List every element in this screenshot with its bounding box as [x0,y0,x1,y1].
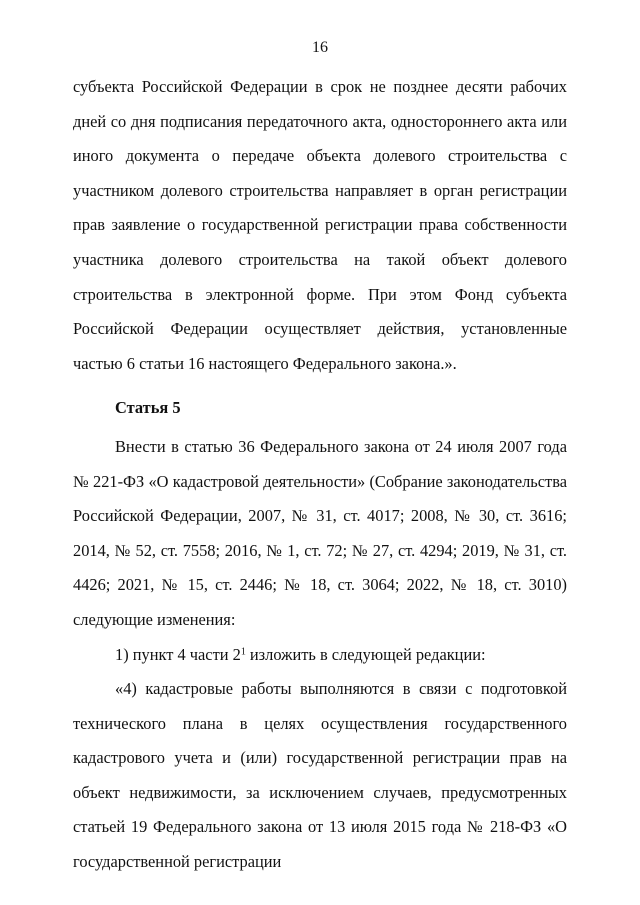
paragraph-continuation: субъекта Российской Федерации в срок не позднее десяти рабочих дней со дня подписания передаточного акта, одностороннего акта или иного документа о передаче объекта долевого строительства с участником долевого строительства направляет в орган регистрации прав заявление о государственной регистрации права собственности участника долевого строительства на такой объект долевого строительства в электронной форме. При этом Фонд субъекта Российской Федерации осуществляет действия, установленные частью 6 статьи 16 настоящего Федерального закона.». [73,77,567,373]
paragraph-amendment-intro: Внести в статью 36 Федерального закона от 24 июля 2007 года № 221-ФЗ «О кадастровой деятельности» (Собрание законодательства Российской Федерации, 2007, № 31, ст. 4017; 2008, № 30, ст. 3616; 2014, № 52, ст. 7558; 2016, № 1, ст. 72; № 27, ст. 4294; 2019, № 31, ст. 4426; 2021, № 15, ст. 2446; № 18, ст. 3064; 2022, № 18, ст. 3010) следующие изменения: [73,436,567,629]
item-1-superscript: 1 [240,646,246,657]
paragraph-item-1 [73,638,567,673]
document-body [73,70,567,880]
paragraph-new-wording: «4) кадастровые работы выполняются в связи с подготовкой технического плана в целях осуществления государственного кадастрового учета и (или) государственной регистрации прав на объект недвижимости, за исключением случаев, предусмотренных статьей 19 Федерального закона от 13 июля 2015 года № 218-ФЗ «О государственной регистрации [73,679,567,872]
article-heading: Статья 5 [115,398,181,418]
item-1-text-start: 1) пункт 4 части 2 [115,644,241,664]
page-number: 16 [312,39,328,56]
item-1-text-end: изложить в следующей редакции: [245,644,486,664]
